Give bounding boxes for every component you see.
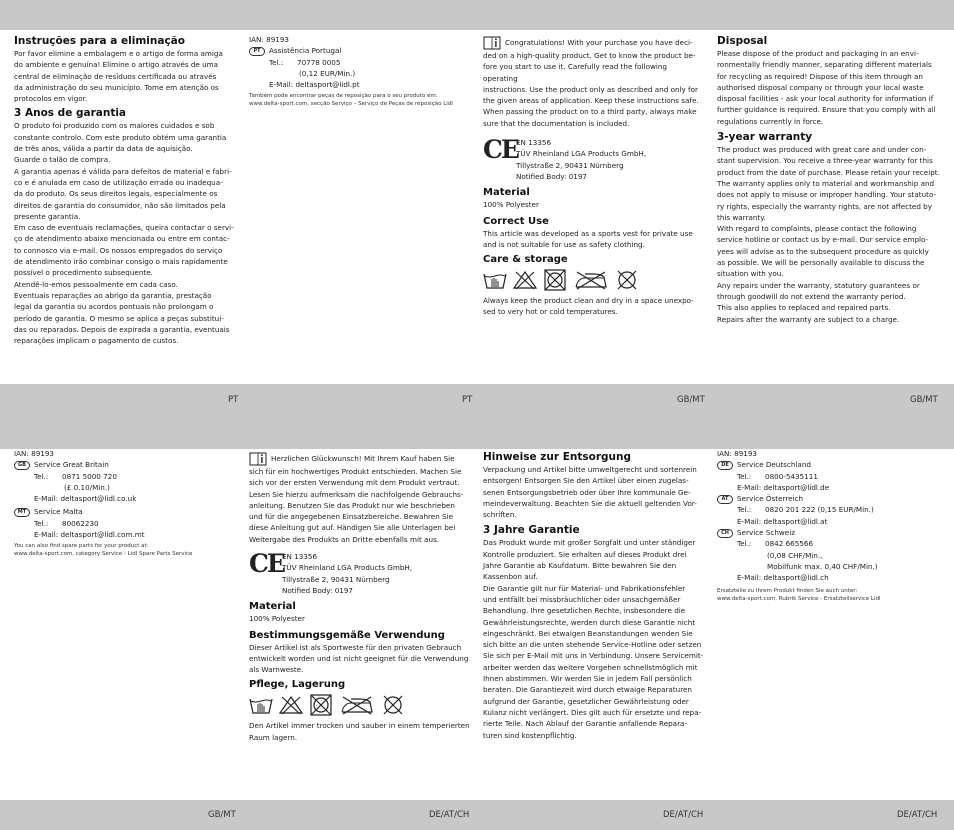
de-warranty-line: Gewährleistungsrechte, werden durch diese Garantie nicht [483,617,696,627]
gb-use-heading: Correct Use [483,215,549,227]
service-name: Service Österreich [737,494,804,504]
email-label: E-Mail: [34,494,59,504]
page-footer-gbmt-1: GB/MT [677,395,705,405]
ce-certification [483,137,700,182]
gb-intro-line: the given areas of application. Keep these instructions safe. [483,96,699,106]
de-warranty-line: Die Garantie gilt nur für Material- und Fabrikationsfehler [483,583,686,593]
tel-label: Tel.: [737,539,752,549]
pt-disposal-line: central de eliminação de resíduos certificada ou através [14,71,217,81]
service-phone[interactable]: 80062230 [62,518,99,528]
de-warranty-line: Kulanz nicht verlängert. Dies gilt auch für ersetzte und repa- [483,707,702,717]
pt-warranty-line: direitos de garantia do consumidor, não são limitados pela [14,200,226,210]
gb-warranty-line: situation with you. [717,269,784,279]
gb-disposal-line: regulations currently in force. [717,116,824,126]
email-label: E-Mail: [34,530,59,540]
pt-warranty-line: constante controlo. Com este produto obtém uma garantia [14,132,227,142]
gb-warranty-line: this warranty. [717,212,766,222]
tel-label: Tel.: [34,518,49,528]
page-footer-pt-2: PT [462,395,473,405]
no-bleach-icon [513,270,537,290]
pt-warranty-line: legal da garantia ou acordos pontuais não prolongam o [14,302,214,312]
de-intro-line: sich für ein hochwertiges Produkt entschieden. Machen Sie [249,467,462,476]
spare-parts-note: Também pode encontrar peças de reposição para o seu produto em: [249,93,438,100]
cert-line: Tillystraße 2, 90431 Nürnberg [282,574,390,584]
gb-warranty-line: yees will advise as to the subsequent procedure as quickly [717,246,929,256]
pt-warranty-line: co e é anulada em caso de utilização errada ou inadequa- [14,177,223,187]
hand-wash-icon [483,270,507,290]
de-warranty-line: Jahre Garantie ab Kaufdatum. Bitte bewahren Sie den [483,561,677,571]
gb-warranty-line: The product was produced with great care and under con- [717,145,927,155]
hand-wash-icon [249,695,273,715]
pt-warranty-line: O produto foi produzido com os maiores cuidados e sob [14,121,215,131]
gb-disposal-line: Please dispose of the product and packaging in an envi- [717,49,919,58]
pt-warranty-heading: 3 Anos de garantia [14,107,127,120]
gb-use-line: and is not suitable for use as safety clothing. [483,239,645,249]
gb-warranty-line: This also applies to replaced and repaired parts. [717,303,891,313]
gb-material-heading: Material [483,187,530,199]
pt-disposal-line: da administração do seu município. Tome em atenção os [14,82,219,92]
gb-care-line: Always keep the product clean and dry in a space unexpo- [483,296,694,306]
page-footer-gbmt-3: GB/MT [208,810,236,820]
service-phone-cost: (0,08 CHF/Min., [767,550,823,560]
gb-intro-section [483,36,700,318]
gb-disposal-section [717,35,942,325]
no-ironing-icon [573,270,609,290]
de-warranty-line: und entfällt bei missbräuchlicher oder unsachgemäßer [483,594,681,604]
de-service-section [717,448,942,603]
country-badge-mt: MT [14,508,30,517]
ian-number: IAN: 89193 [249,35,289,44]
email-label: E-Mail: [269,80,294,90]
cert-line: EN 13356 [282,552,318,562]
bottom-band [0,800,954,830]
gb-intro-line: fore you start to use it. Carefully read the following operating [483,62,667,83]
gb-intro-line: instructions. Use the product only as described and only for [483,84,698,94]
page-footer-de-3: DE/AT/CH [897,810,938,820]
ian-number: IAN: 89193 [14,449,54,458]
tel-label: Tel.: [34,471,49,481]
de-disposal-heading: Hinweise zur Entsorgung [483,451,632,463]
ce-certification [249,551,471,596]
gb-warranty-line: ry rights, especially the warranty rights, are not affected by [717,201,932,211]
pt-warranty-line: ço de atendimento abaixo mencionada ou entre em contac- [14,234,230,244]
page-footer-gbmt-2: GB/MT [910,395,938,405]
de-intro-line: diese Anleitung gut auf. Händigen Sie alle Unterlagen bei [249,523,456,533]
cert-line: Tillystraße 2, 90431 Nürnberg [516,160,624,170]
cert-line: Notified Body: 0197 [516,171,588,181]
cert-line: TÜV Rheinland LGA Products GmbH, [516,149,647,159]
service-phone[interactable]: 0800-5435111 [765,471,818,481]
care-symbols [483,269,700,291]
no-tumble-dry-icon [543,269,567,291]
de-use-heading: Bestimmungsgemäße Verwendung [249,629,445,641]
country-badge-de: DE [717,461,733,470]
de-disposal-line: schriften. [483,510,517,520]
page-footer-de-1: DE/AT/CH [429,810,470,820]
gb-disposal-line: further guidance is required. Ensure that you comply with all [717,105,936,115]
instructions-book-icon [483,36,501,50]
pt-warranty-line: da do produto. Os seus direitos legais, especialmente os [14,189,218,199]
spare-parts-link[interactable]: www.delta-sport.com, category Service - Lidl Spare Parts Service [14,551,193,558]
de-disposal-section [483,451,705,741]
pt-warranty-line: reparações implicam o pagamento de custos. [14,336,179,346]
service-phone[interactable]: 0820 201 222 (0,15 EUR/Min.) [765,505,874,515]
pt-warranty-line: Guarde o talão de compra. [14,155,111,165]
gb-disposal-heading: Disposal [717,35,768,47]
no-ironing-icon [339,695,375,715]
gb-use-line: This article was developed as a sports vest for private use [483,228,693,238]
de-disposal-line: meindeverwaltung. Beachten Sie die aktuell geltenden Vor- [483,498,697,508]
service-email[interactable]: deltasport@lidl.at [763,516,828,526]
service-email[interactable]: deltasport@lidl.pt [295,80,360,90]
de-use-line: Dieser Artikel ist als Sportweste für den privaten Gebrauch [249,642,462,652]
de-warranty-line: Sie sich per E-Mail mit uns in Verbindung. Unsere Servicemit- [483,651,704,661]
gb-material-text: 100% Polyester [483,200,539,210]
de-warranty-line: Behandlung. Ihre gesetzlichen Rechte, insbesondere die [483,606,686,616]
pt-disposal-line: protocolos em vigor. [14,94,88,104]
service-email[interactable]: deltasport@lidl.de [763,482,830,492]
de-warranty-line: arbeiter werden das weitere Vorgehen schnellstmöglich mit [483,662,698,672]
gb-warranty-line: product from the date of purchase. Please retain your receipt. [717,167,940,177]
service-name: Service Schweiz [737,528,795,538]
gb-care-line: sed to very hot or cold temperatures. [483,307,618,317]
no-dry-clean-icon [381,694,405,716]
spare-parts-note: Ersatzteile zu Ihrem Produkt finden Sie auch unter: [717,587,858,594]
spare-parts-note: You can also find spare parts for your product at: [14,543,149,550]
email-label: E-Mail: [737,482,762,492]
no-bleach-icon [279,695,303,715]
cert-line: TÜV Rheinland LGA Products GmbH, [282,563,413,573]
service-email[interactable]: deltasport@lidl.co.uk [60,494,137,504]
gb-warranty-line: The warranty applies only to material and workmanship and [717,178,935,188]
pt-warranty-line: Eventuais reparações ao abrigo da garantia, prestação [14,290,212,300]
de-care-heading: Pflege, Lagerung [249,679,346,691]
country-badge-ch: CH [717,529,733,538]
pt-warranty-line: Atendê-lo-emos pessoalmente em cada caso. [14,279,178,289]
de-disposal-line: senen Entsorgungsbetrieb oder über Ihre kommunale Ge- [483,487,691,497]
de-warranty-line: beraten. Die Garantiezeit wird durch etwaige Reparaturen [483,685,692,695]
gb-intro-line: Congratulations! With your purchase you have deci- [505,38,693,47]
service-name: Service Great Britain [34,460,109,470]
spare-parts-link[interactable]: www.delta-sport.com, Rubrik Service - Ersatzteilservice Lidl [717,595,881,602]
tel-label: Tel.: [737,505,752,515]
de-intro-line: Weitergabe des Produkts an Dritte ebenfalls mit aus. [249,534,440,544]
tel-label: Tel.: [269,57,284,67]
service-phone-cost: Mobilfunk max. 0,40 CHF/Min.) [767,561,878,571]
service-email[interactable]: deltasport@lidl.ch [763,573,829,583]
pt-disposal-line: do ambiente e genuína! Elimine o artigo através de uma [14,60,219,70]
gb-warranty-line: stant supervision. You receive a three-year warranty for this [717,156,933,166]
no-dry-clean-icon [615,269,639,291]
page-footer-pt-1: PT [228,395,239,405]
gb-care-heading: Care & storage [483,254,568,266]
gb-disposal-line: authorised disposal company or through your local waste [717,82,924,92]
de-use-line: entwickelt worden und ist nicht geeignet für die Verwendung [249,653,469,663]
page-footer-de-2: DE/AT/CH [663,810,704,820]
gb-warranty-heading: 3-year warranty [717,131,813,144]
de-warranty-line: sich bitte an die unten stehende Service-Hotline oder setzen [483,640,702,650]
pt-warranty-line: to connosco via e-mail. Os nossos empregados do serviço [14,245,223,255]
gb-disposal-line: for recycling as required! Dispose of this item through an [717,71,923,81]
de-warranty-line: Das Produkt wurde mit großer Sorgfalt und unter ständiger [483,538,696,548]
service-phone-cost: (0,12 EUR/Min.) [299,68,356,78]
pt-service-section [249,34,471,108]
gb-warranty-line: does not apply to misuse or improper handling. Your statuto- [717,190,937,200]
email-label: E-Mail: [737,516,762,526]
ce-mark: CE [249,549,284,579]
country-badge-at: AT [717,495,733,504]
service-email[interactable]: deltasport@lidl.com.mt [60,530,145,540]
de-warranty-heading: 3 Jahre Garantie [483,524,580,537]
pt-disposal-heading: Instruções para a eliminação [14,35,185,47]
pt-disposal-section [14,35,236,346]
gb-disposal-line: disposal facilities - ask your local authority for information if [717,94,934,104]
pt-disposal-line: Por favor elimine a embalagem e o artigo de forma amiga [14,49,223,58]
de-warranty-line: turen sind kostenpflichtig. [483,730,577,740]
service-name: Assistência Portugal [269,46,342,56]
service-phone[interactable]: 70778 0005 [297,57,341,67]
de-use-line: als Warnweste. [249,665,304,675]
gb-disposal-line: ronmentally friendly manner, separating different materials [717,60,932,70]
care-symbols [249,694,471,716]
gb-intro-line: When passing the product on to a third party, always make [483,107,697,117]
pt-warranty-line: de atendimento irão combinar consigo o mais rapidamente [14,257,228,267]
gb-warranty-line: as possible. We will be personally available to discuss the [717,258,925,268]
de-disposal-line: Verpackung und Artikel bitte umweltgerecht und sortenrein [483,465,697,474]
de-intro-line: anleitung. Benutzen Sie das Produkt nur wie beschrieben [249,500,455,510]
de-warranty-line: Ihnen abstimmen. Wir werden Sie in jedem Fall persönlich [483,674,692,684]
de-warranty-line: Kontrolle produziert. Sie erhalten auf dieses Produkt drei [483,549,687,559]
de-intro-section [249,452,471,743]
service-name: Service Deutschland [737,460,811,470]
ian-number: IAN: 89193 [717,449,757,458]
spare-parts-link[interactable]: www.delta-sport.com, secção Serviço – Serviço de Peças de reposição Lidl [249,101,453,108]
tel-label: Tel.: [737,471,752,481]
gb-service-section [14,448,236,558]
instructions-book-icon [249,452,267,466]
pt-warranty-line: período de garantia. O mesmo se aplica a peças substituí- [14,313,224,323]
de-material-heading: Material [249,601,296,613]
de-warranty-line: rierte Teile. Nach Ablauf der Garantie anfallende Repara- [483,719,688,729]
pt-warranty-line: possível o procedimento subsequente. [14,268,153,278]
de-material-text: 100% Polyester [249,614,305,624]
de-intro-line: Herzlichen Glückwunsch! Mit Ihrem Kauf haben Sie [271,454,455,463]
pt-warranty-line: Em caso de eventuais reclamações, queira contactar o servi- [14,223,234,233]
de-care-line: Raum lagern. [249,732,298,742]
service-name: Service Malta [34,507,83,517]
service-phone[interactable]: 0871 5000 720 [62,471,117,481]
pt-warranty-line: presente garantia. [14,211,81,221]
email-label: E-Mail: [737,573,762,583]
gb-warranty-line: through goodwill do not extend the warranty period. [717,291,906,301]
gb-warranty-line: Repairs after the warranty are subject to a charge. [717,314,900,324]
gb-warranty-line: Any repairs under the warranty, statutory guarantees or [717,280,920,290]
de-intro-line: und für die angegebenen Einsatzbereiche. Bewahren Sie [249,512,454,522]
gb-warranty-line: service hotline or contact us by e-mail. Our service emplo- [717,235,929,245]
pt-warranty-line: A garantia apenas é válida para defeitos de material e fabri- [14,166,232,176]
cert-line: Notified Body: 0197 [282,585,354,595]
gb-intro-line: ded on a high-quality product. Get to know the product be- [483,51,696,60]
de-care-line: Den Artikel immer trocken und sauber in einem temperierten [249,721,470,731]
de-warranty-line: aufgrund der Garantie, gesetzlicher Gewährleistung oder [483,696,689,706]
de-disposal-line: entsorgen! Entsorgen Sie den Artikel über einen zugelas- [483,476,689,486]
de-intro-line: sich vor der ersten Verwendung mit dem Produkt vertraut. [249,478,460,488]
gb-warranty-line: With regard to complaints, please contact the following [717,224,917,234]
middle-band [0,384,954,449]
country-badge-gb: GB [14,461,30,470]
no-tumble-dry-icon [309,694,333,716]
country-badge-pt: PT [249,47,265,56]
ce-mark: CE [483,135,518,165]
gb-intro-line: sure that the documentation is included. [483,118,630,128]
service-phone[interactable]: 0842 665566 [765,539,814,549]
pt-warranty-line: das ou reparadas. Depois de expirada a garantia, eventuais [14,324,230,334]
de-warranty-line: eingeschränkt. Bei etwaigen Beanstandungen wenden Sie [483,628,693,638]
service-phone-cost: (£ 0.10/Min.) [64,482,110,492]
pt-warranty-line: de três anos, válida a partir da data de aquisição. [14,144,193,154]
top-band [0,0,954,30]
de-warranty-line: Kassenbon auf. [483,572,538,582]
de-intro-line: Lesen Sie hierzu aufmerksam die nachfolgende Gebrauchs- [249,489,464,499]
cert-line: EN 13356 [516,138,552,148]
